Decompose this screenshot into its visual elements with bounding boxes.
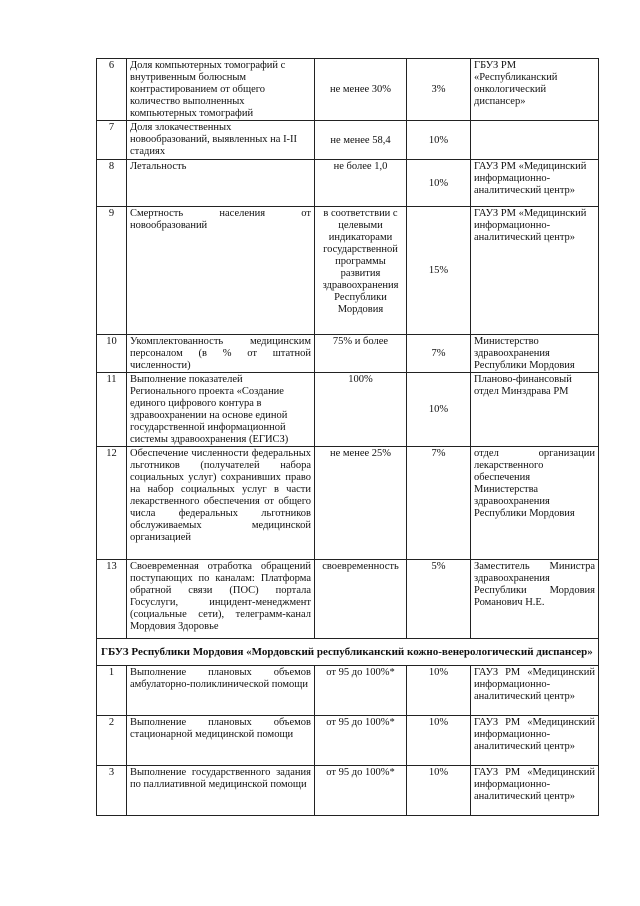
weight-value: 3%	[407, 59, 471, 121]
indicator-description: Выполнение плановых объемов амбулаторно-поликлинической помощи	[127, 666, 315, 716]
responsible-party: ГАУЗ РМ «Медицинский информационно-аналитический центр»	[471, 766, 599, 816]
indicator-description: Выполнение плановых объемов стационарной медицинской помощи	[127, 716, 315, 766]
table-row	[97, 121, 599, 160]
indicator-description: Доля злокачественных новообразований, выявленных на I-II стадиях	[127, 121, 315, 160]
table-row	[97, 59, 599, 121]
indicator-description: Обеспечение численности федеральных льготников (получателей набора социальных услуг) сохранивших право на набор социальных услуг в части лекарственного обеспечения от общего числа федеральных льготников обслуживаемых медицинской организацией	[127, 447, 315, 560]
responsible-party: ГАУЗ РМ «Медицинский информационно-аналитический центр»	[471, 207, 599, 335]
weight-value: 10%	[407, 373, 471, 447]
responsible-party: Заместитель Министра здравоохранения Республики Мордовия Романович Н.Е.	[471, 560, 599, 639]
indicator-description: Укомплектованность медицинским персоналом (в % от штатной численности)	[127, 335, 315, 373]
row-number: 10	[97, 335, 127, 373]
target-value: не менее 25%	[315, 447, 407, 560]
table-row	[97, 560, 599, 639]
table-row	[97, 160, 599, 207]
row-number: 11	[97, 373, 127, 447]
weight-value: 10%	[407, 666, 471, 716]
target-value: не менее 58,4	[315, 121, 407, 160]
table-row	[97, 447, 599, 560]
table-row	[97, 373, 599, 447]
responsible-party: Планово-финансовый отдел Минздрава РМ	[471, 373, 599, 447]
weight-value: 10%	[407, 160, 471, 207]
responsible-party: отдел организации лекарственного обеспечения Министерства здравоохранения Республики Мордовия	[471, 447, 599, 560]
table-row	[97, 766, 599, 816]
indicator-description: Доля компьютерных томографий с внутривенным болюсным контрастированием от общего количество выполненных компьютерных томографий	[127, 59, 315, 121]
table-row	[97, 666, 599, 716]
target-value: своевременность	[315, 560, 407, 639]
table-row	[97, 207, 599, 335]
weight-value: 5%	[407, 560, 471, 639]
target-value: от 95 до 100%*	[315, 766, 407, 816]
row-number: 7	[97, 121, 127, 160]
indicator-description: Своевременная отработка обращений поступающих по каналам: Платформа обратной связи (ПОС) портала Госуслуги, инцидент-менеджмент (социальные сети), телеграмм-канал Мордовия Здоровье	[127, 560, 315, 639]
weight-value: 10%	[407, 716, 471, 766]
responsible-party: ГАУЗ РМ «Медицинский информационно-аналитический центр»	[471, 666, 599, 716]
responsible-party: ГАУЗ РМ «Медицинский информационно-аналитический центр»	[471, 716, 599, 766]
weight-value: 15%	[407, 207, 471, 335]
responsible-party: ГБУЗ РМ «Республиканский онкологический диспансер»	[471, 59, 599, 121]
section-header: ГБУЗ Республики Мордовия «Мордовский республиканский кожно-венерологический диспансер»	[97, 639, 599, 666]
weight-value: 7%	[407, 447, 471, 560]
section-header-row	[97, 639, 599, 666]
row-number: 6	[97, 59, 127, 121]
row-number: 13	[97, 560, 127, 639]
indicators-table	[96, 58, 599, 816]
indicator-description: Смертность населения от новообразований	[127, 207, 315, 335]
row-number: 9	[97, 207, 127, 335]
weight-value: 10%	[407, 766, 471, 816]
weight-value: 10%	[407, 121, 471, 160]
table-row	[97, 335, 599, 373]
row-number: 12	[97, 447, 127, 560]
target-value: не менее 30%	[315, 59, 407, 121]
row-number: 1	[97, 666, 127, 716]
row-number: 3	[97, 766, 127, 816]
indicator-description: Выполнение показателей Регионального проекта «Создание единого цифрового контура в здравоохранении на основе единой государственной информационной системы здравоохранения (ЕГИСЗ)	[127, 373, 315, 447]
responsible-party	[471, 121, 599, 160]
target-value: не более 1,0	[315, 160, 407, 207]
table-row	[97, 716, 599, 766]
target-value: 75% и более	[315, 335, 407, 373]
indicator-description: Выполнение государственного задания по паллиативной медицинской помощи	[127, 766, 315, 816]
indicator-description: Летальность	[127, 160, 315, 207]
row-number: 2	[97, 716, 127, 766]
target-value: в соответствии с целевыми индикаторами государственной программы развития здравоохранения Республики Мордовия	[315, 207, 407, 335]
target-value: 100%	[315, 373, 407, 447]
target-value: от 95 до 100%*	[315, 716, 407, 766]
weight-value: 7%	[407, 335, 471, 373]
row-number: 8	[97, 160, 127, 207]
target-value: от 95 до 100%*	[315, 666, 407, 716]
responsible-party: Министерство здравоохранения Республики Мордовия	[471, 335, 599, 373]
responsible-party: ГАУЗ РМ «Медицинский информационно-аналитический центр»	[471, 160, 599, 207]
